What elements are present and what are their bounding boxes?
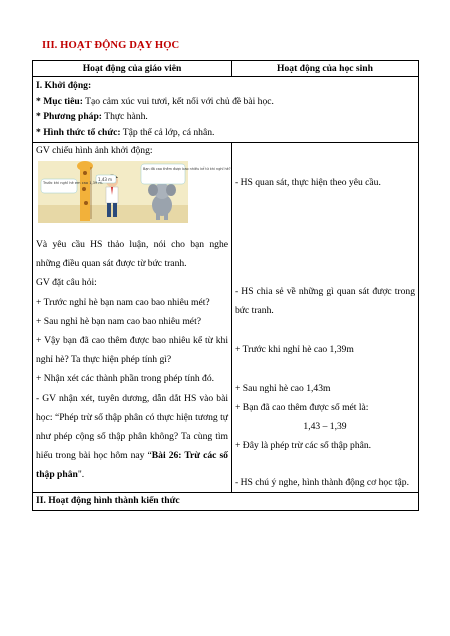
bubble-right-text: Bạn đã cao thêm được bao nhiêu kể từ khi nghỉ hè? [143, 167, 231, 171]
student-s3: + Trước khi nghỉ hè cao 1,39m [235, 344, 354, 355]
student-s4: + Sau nghỉ hè cao 1,43m [235, 383, 331, 394]
section-title: III. HOẠT ĐỘNG DẠY HỌC [42, 40, 180, 51]
student-s2: - HS chia sẻ về những gì quan sát được trong bức tranh. [235, 286, 415, 316]
goal-line: * Mục tiêu: Tạo cảm xúc vui tươi, kết nối với chủ đề bài học. [36, 95, 274, 107]
teacher-l6: + Nhận xét các thành phần trong phép tính đó. [36, 373, 215, 385]
warmup-scene [38, 161, 231, 223]
method-line: * Phương pháp: Thực hành. [36, 111, 148, 122]
activity-table [32, 60, 419, 511]
teacher-l5: + Vậy bạn đã cao thêm được bao nhiêu kể từ khi nghỉ hè? Ta thực hiện phép tính gì? [36, 335, 228, 366]
bubble-left-text: Trước khi nghỉ hè em cao 1,39 m. [43, 181, 104, 185]
teacher-l3: + Trước nghỉ hè bạn nam cao bao nhiêu mét? [36, 296, 210, 308]
teacher-l7: - GV nhận xét, tuyên dương, dẫn dắt HS vào bài học: “Phép trừ số thập phân có thực hiện tương tự như phép cộng số thập phân không? Ta cùng tìm hiểu trong bài học hôm nay “Bài 26: Trừ các số thập phân". [36, 392, 228, 481]
table-header-row [33, 61, 419, 77]
warmup-illustration [38, 161, 231, 223]
teacher-intro: GV chiếu hình ảnh khởi động: [36, 145, 153, 156]
student-activities [232, 143, 419, 493]
part2-row [33, 493, 419, 511]
teacher-l2: GV đặt câu hỏi: [36, 277, 97, 289]
student-s1: - HS quan sát, thực hiện theo yêu cầu. [235, 177, 381, 188]
student-s8: - HS chú ý nghe, hình thành động cơ học tập. [235, 477, 409, 488]
teacher-activities [33, 143, 232, 493]
teacher-column-header: Hoạt động của giáo viên [33, 61, 232, 77]
part2-title: II. Hoạt động hình thành kiến thức [36, 495, 180, 506]
warmup-title: I. Khởi động: [36, 80, 92, 91]
bubble-mid-text: 1,43 m [98, 177, 113, 182]
student-s6: 1,43 – 1,39 [303, 421, 347, 432]
teacher-l1: Và yêu cầu HS thảo luận, nói cho bạn nghe những điều quan sát được từ bức tranh. [36, 239, 228, 270]
activity-row [33, 143, 419, 493]
student-s5: + Bạn đã cao thêm được số mét là: [235, 402, 369, 413]
form-line: * Hình thức tổ chức: Tập thể cả lớp, cá nhân. [36, 126, 215, 138]
teacher-l4: + Sau nghỉ hè bạn nam cao bao nhiêu mét? [36, 315, 201, 327]
student-column-header: Hoạt động của học sinh [232, 61, 419, 77]
student-s7: + Đây là phép trừ các số thập phân. [235, 440, 372, 451]
warmup-info-row [33, 77, 419, 143]
